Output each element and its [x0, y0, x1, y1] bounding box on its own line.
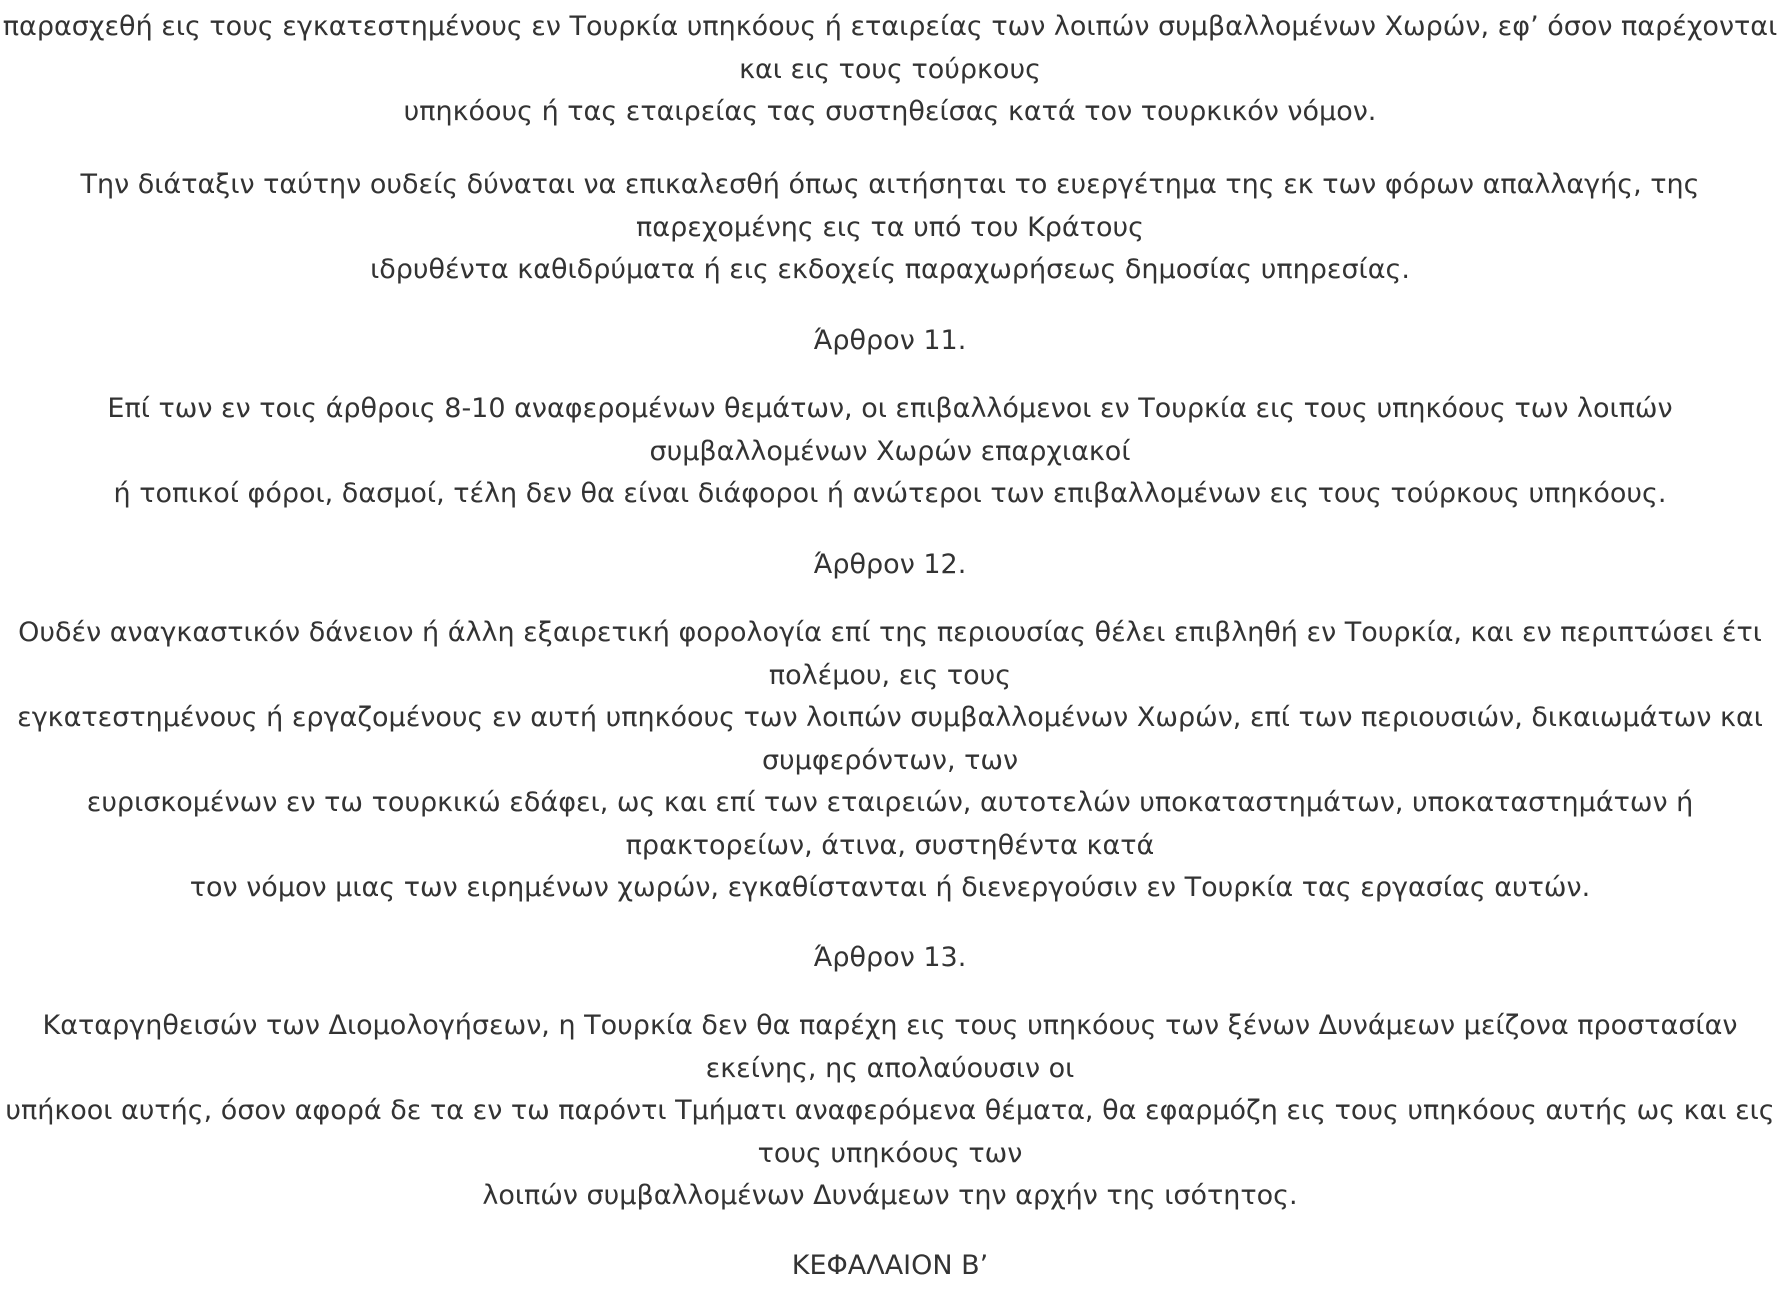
text-line: υπήκοοι αυτής, όσον αφορά δε τα εν τω παρόντι Τμήματι αναφερόμενα θέματα, θα εφαρμόζη εις τους υπηκόους αυτής ως και εις	[5, 1095, 1775, 1126]
text-line: συμφερόντων, των	[761, 744, 1019, 776]
text-line: Ουδέν αναγκαστικόν δάνειον ή άλλη εξαιρετική φορολογία επί της περιουσίας θέλει επιβληθή εν Τουρκία, και εν περιπτώσει έτι	[18, 617, 1762, 648]
article-10-paragraph-1	[0, 6, 1780, 134]
chapter-b-heading	[0, 1245, 1780, 1288]
text-line: Καταργηθεισών των Διομολογήσεων, η Τουρκία δεν θα παρέχη εις τους υπηκόους των ξένων Δυνάμεων μείζονα προστασίαν	[42, 1010, 1738, 1041]
text-line: Την διάταξιν ταύτην ουδείς δύναται να επικαλεσθή όπως αιτήσηται το ευεργέτημα της εκ των φόρων απαλλαγής, της	[80, 169, 1700, 200]
text-line: παρεχομένης εις τα υπό του Κράτους	[636, 211, 1144, 243]
text-line: πρακτορείων, άτινα, συστηθέντα κατά	[625, 829, 1155, 861]
article-12-paragraph	[0, 612, 1780, 910]
text-line: λοιπών συμβαλλομένων Δυνάμεων την αρχήν της ισότητος.	[482, 1180, 1298, 1211]
text-line: παρασχεθή εις τους εγκατεστημένους εν Τουρκία υπηκόους ή εταιρείας των λοιπών συμβαλλομένων Χωρών, εφ’ όσον παρέχονται	[2, 11, 1778, 42]
text-line: τον νόμον μιας των ειρημένων χωρών, εγκαθίστανται ή διενεργούσιν εν Τουρκία τας εργασίας αυτών.	[189, 872, 1591, 903]
text-line: πολέμου, εις τους	[768, 659, 1012, 691]
text-line: ιδρυθέντα καθιδρύματα ή εις εκδοχείς παραχωρήσεως δημοσίας υπηρεσίας.	[370, 254, 1410, 285]
article-11-paragraph	[0, 388, 1780, 516]
text-line: εκείνης, ης απολαύουσιν οι	[705, 1052, 1075, 1084]
heading-text: ΚΕΦΑΛΑΙΟΝ Β’	[791, 1250, 989, 1281]
article-11-heading	[0, 320, 1780, 363]
article-10-paragraph-2	[0, 164, 1780, 292]
article-13-paragraph	[0, 1005, 1780, 1218]
article-13-heading	[0, 937, 1780, 980]
heading-text: Άρθρον 11.	[813, 325, 967, 356]
heading-text: Άρθρον 12.	[813, 549, 967, 580]
text-line: ευρισκομένων εν τω τουρκικώ εδάφει, ως και επί των εταιρειών, αυτοτελών υποκαταστημάτων, υποκαταστημάτων ή	[86, 787, 1694, 818]
text-line: ή τοπικοί φόροι, δασμοί, τέλη δεν θα είναι διάφοροι ή ανώτεροι των επιβαλλομένων εις τους τούρκους υπηκόους.	[113, 478, 1667, 509]
text-line: και εις τους τούρκους	[739, 53, 1041, 85]
text-line: Επί των εν τοις άρθροις 8-10 αναφερομένων θεμάτων, οι επιβαλλόμενοι εν Τουρκία εις τους υπηκόους των λοιπών	[107, 393, 1673, 424]
text-line: εγκατεστημένους ή εργαζομένους εν αυτή υπηκόους των λοιπών συμβαλλομένων Χωρών, επί των περιουσιών, δικαιωμάτων και	[17, 702, 1763, 733]
article-12-heading	[0, 544, 1780, 587]
text-line: τους υπηκόους των	[757, 1137, 1023, 1169]
text-line: υπηκόους ή τας εταιρείας τας συστηθείσας κατά τον τουρκικόν νόμον.	[403, 96, 1377, 127]
text-line: συμβαλλομένων Χωρών επαρχιακοί	[649, 435, 1131, 467]
heading-text: Άρθρον 13.	[813, 942, 967, 973]
